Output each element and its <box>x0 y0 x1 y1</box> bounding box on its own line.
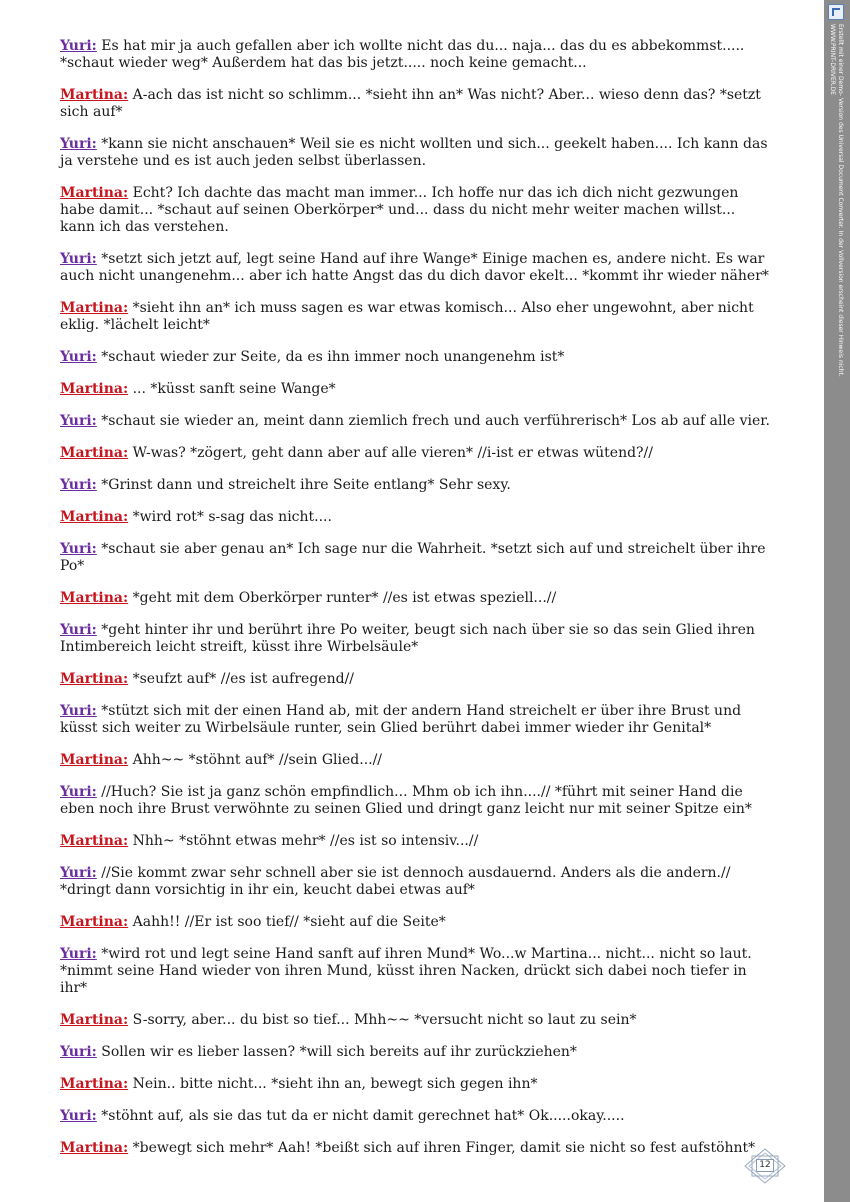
dialogue-entry <box>60 703 770 737</box>
dialogue-text: //Huch? Sie ist ja ganz schön empfindlich... Mhm ob ich ihn....// *führt mit seiner Hand die eben noch ihre Brust verwöhnte zu seinen Glied und dringt ganz leicht nur mit seiner Spitze ein* <box>60 784 752 817</box>
dialogue-entry <box>60 1140 770 1157</box>
speaker-martina: Martina: <box>60 1140 129 1156</box>
speaker-yuri: Yuri: <box>60 622 97 638</box>
watermark-text <box>828 24 844 377</box>
dialogue-entry <box>60 1108 770 1125</box>
dialogue-text: Echt? Ich dachte das macht man immer... Ich hoffe nur das ich dich nicht gezwungen habe damit... *schaut auf seinen Oberkörper* und... dass du nicht mehr weiter machen willst... kann ich das verstehen. <box>60 185 739 235</box>
dialogue-entry <box>60 477 770 494</box>
speaker-martina: Martina: <box>60 509 129 525</box>
dialogue-text: *stöhnt auf, als sie das tut da er nicht damit gerechnet hat* Ok.....okay..... <box>101 1108 625 1124</box>
dialogue-entry <box>60 914 770 931</box>
dialogue-text: Aahh!! //Er ist soo tief// *sieht auf die Seite* <box>132 914 446 930</box>
dialogue-text: ... *küsst sanft seine Wange* <box>132 381 336 397</box>
dialogue-entry <box>60 251 770 285</box>
dialogue-entry <box>60 833 770 850</box>
speaker-martina: Martina: <box>60 381 129 397</box>
speaker-yuri: Yuri: <box>60 1044 97 1060</box>
dialogue-text: Sollen wir es lieber lassen? *will sich bereits auf ihr zurückziehen* <box>101 1044 577 1060</box>
dialogue-text: A-ach das ist nicht so schlimm... *sieht ihn an* Was nicht? Aber... wieso denn das? *setzt sich auf* <box>60 87 761 120</box>
dialogue-text: *geht hinter ihr und berührt ihre Po weiter, beugt sich nach über sie so das sein Glied ihren Intimbereich leicht streift, küsst ihre Wirbelsäule* <box>60 622 755 655</box>
watermark-line-2: WWW.PRINT-DRIVER.DE <box>829 24 836 96</box>
speaker-yuri: Yuri: <box>60 38 97 54</box>
dialogue-entry <box>60 590 770 607</box>
page-number-badge <box>744 1148 786 1184</box>
dialogue-entry <box>60 445 770 462</box>
speaker-yuri: Yuri: <box>60 251 97 267</box>
dialogue-text: W-was? *zögert, geht dann aber auf alle vieren* //i-ist er etwas wütend?// <box>132 445 653 461</box>
dialogue-entry <box>60 381 770 398</box>
dialogue-entry <box>60 38 770 72</box>
speaker-martina: Martina: <box>60 1012 129 1028</box>
dialogue-text: *sieht ihn an* ich muss sagen es war etwas komisch... Also eher ungewohnt, aber nicht eklig. *lächelt leicht* <box>60 300 754 333</box>
dialogue-text: *kann sie nicht anschauen* Weil sie es nicht wollten und sich... geekelt haben.... Ich kann das ja verstehe und es ist auch jeden selbst überlassen. <box>60 136 768 169</box>
speaker-yuri: Yuri: <box>60 136 97 152</box>
dialogue-entry <box>60 671 770 688</box>
dialogue-entry <box>60 87 770 121</box>
dialogue-entry <box>60 784 770 818</box>
dialogue-text: *geht mit dem Oberkörper runter* //es ist etwas speziell...// <box>132 590 557 606</box>
watermark-line-1: Erstellt mit einer Demo- Version des Universal Document Converter. In der Vollversion erscheint dieser Hinweis nicht. <box>837 24 844 377</box>
speaker-martina: Martina: <box>60 185 129 201</box>
dialogue-text: *schaut sie aber genau an* Ich sage nur die Wahrheit. *setzt sich auf und streichelt über ihre Po* <box>60 541 766 574</box>
dialogue-text: *schaut wieder zur Seite, da es ihn immer noch unangenehm ist* <box>101 349 565 365</box>
dialogue-text: *setzt sich jetzt auf, legt seine Hand auf ihre Wange* Einige machen es, andere nicht. Es war auch nicht unangenehm... aber ich hatte Angst das du dich davor ekelt... *kommt ihr wieder näher* <box>60 251 769 284</box>
dialogue-content <box>60 38 770 1172</box>
dialogue-text: Ahh~~ *stöhnt auf* //sein Glied...// <box>132 752 383 768</box>
dialogue-text: *schaut sie wieder an, meint dann ziemlich frech und auch verführerisch* Los ab auf alle vier. <box>101 413 770 429</box>
dialogue-entry <box>60 185 770 236</box>
speaker-yuri: Yuri: <box>60 784 97 800</box>
speaker-martina: Martina: <box>60 752 129 768</box>
watermark-sidebar <box>824 0 850 1202</box>
speaker-martina: Martina: <box>60 1076 129 1092</box>
speaker-yuri: Yuri: <box>60 946 97 962</box>
dialogue-text: Nein.. bitte nicht... *sieht ihn an, bewegt sich gegen ihn* <box>132 1076 538 1092</box>
dialogue-text: *wird rot und legt seine Hand sanft auf ihren Mund* Wo...w Martina... nicht... nicht so laut. *nimmt seine Hand wieder von ihren Mund, küsst ihren Nacken, drückt sich dabei noch tiefer in ihr* <box>60 946 752 996</box>
speaker-martina: Martina: <box>60 300 129 316</box>
dialogue-entry <box>60 865 770 899</box>
speaker-yuri: Yuri: <box>60 413 97 429</box>
dialogue-text: *wird rot* s-sag das nicht.... <box>132 509 332 525</box>
speaker-martina: Martina: <box>60 87 129 103</box>
speaker-martina: Martina: <box>60 445 129 461</box>
speaker-yuri: Yuri: <box>60 865 97 881</box>
dialogue-text: //Sie kommt zwar sehr schnell aber sie ist dennoch ausdauernd. Anders als die andern.// *dringt dann vorsichtig in ihr ein, keucht dabei etwas auf* <box>60 865 731 898</box>
dialogue-entry <box>60 541 770 575</box>
dialogue-text: Es hat mir ja auch gefallen aber ich wollte nicht das du... naja... das du es abbekommst..... *schaut wieder weg* Außerdem hat das bis jetzt..... noch keine gemacht... <box>60 38 745 71</box>
dialogue-entry <box>60 946 770 997</box>
dialogue-entry <box>60 622 770 656</box>
dialogue-text: *seufzt auf* //es ist aufregend// <box>132 671 354 687</box>
speaker-martina: Martina: <box>60 590 129 606</box>
dialogue-text: *bewegt sich mehr* Aah! *beißt sich auf ihren Finger, damit sie nicht so fest aufstöhnt* <box>132 1140 756 1156</box>
dialogue-text: Nhh~ *stöhnt etwas mehr* //es ist so intensiv...// <box>132 833 479 849</box>
speaker-yuri: Yuri: <box>60 477 97 493</box>
speaker-yuri: Yuri: <box>60 541 97 557</box>
dialogue-entry <box>60 509 770 526</box>
dialogue-text: *Grinst dann und streichelt ihre Seite entlang* Sehr sexy. <box>101 477 511 493</box>
speaker-martina: Martina: <box>60 833 129 849</box>
dialogue-entry <box>60 349 770 366</box>
speaker-yuri: Yuri: <box>60 1108 97 1124</box>
speaker-martina: Martina: <box>60 914 129 930</box>
speaker-yuri: Yuri: <box>60 703 97 719</box>
dialogue-entry <box>60 1012 770 1029</box>
speaker-yuri: Yuri: <box>60 349 97 365</box>
dialogue-entry <box>60 413 770 430</box>
dialogue-text: *stützt sich mit der einen Hand ab, mit der andern Hand streichelt er über ihre Brust und küsst sich weiter zu Wirbelsäule runter, sein Glied berührt dabei immer wieder ihr Genital* <box>60 703 742 736</box>
dialogue-entry <box>60 752 770 769</box>
dialogue-text: S-sorry, aber... du bist so tief... Mhh~~ *versucht nicht so laut zu sein* <box>132 1012 637 1028</box>
speaker-martina: Martina: <box>60 671 129 687</box>
document-converter-logo-icon <box>828 4 844 20</box>
page-number: 12 <box>756 1159 774 1172</box>
dialogue-entry <box>60 300 770 334</box>
dialogue-entry <box>60 136 770 170</box>
dialogue-entry <box>60 1076 770 1093</box>
dialogue-entry <box>60 1044 770 1061</box>
